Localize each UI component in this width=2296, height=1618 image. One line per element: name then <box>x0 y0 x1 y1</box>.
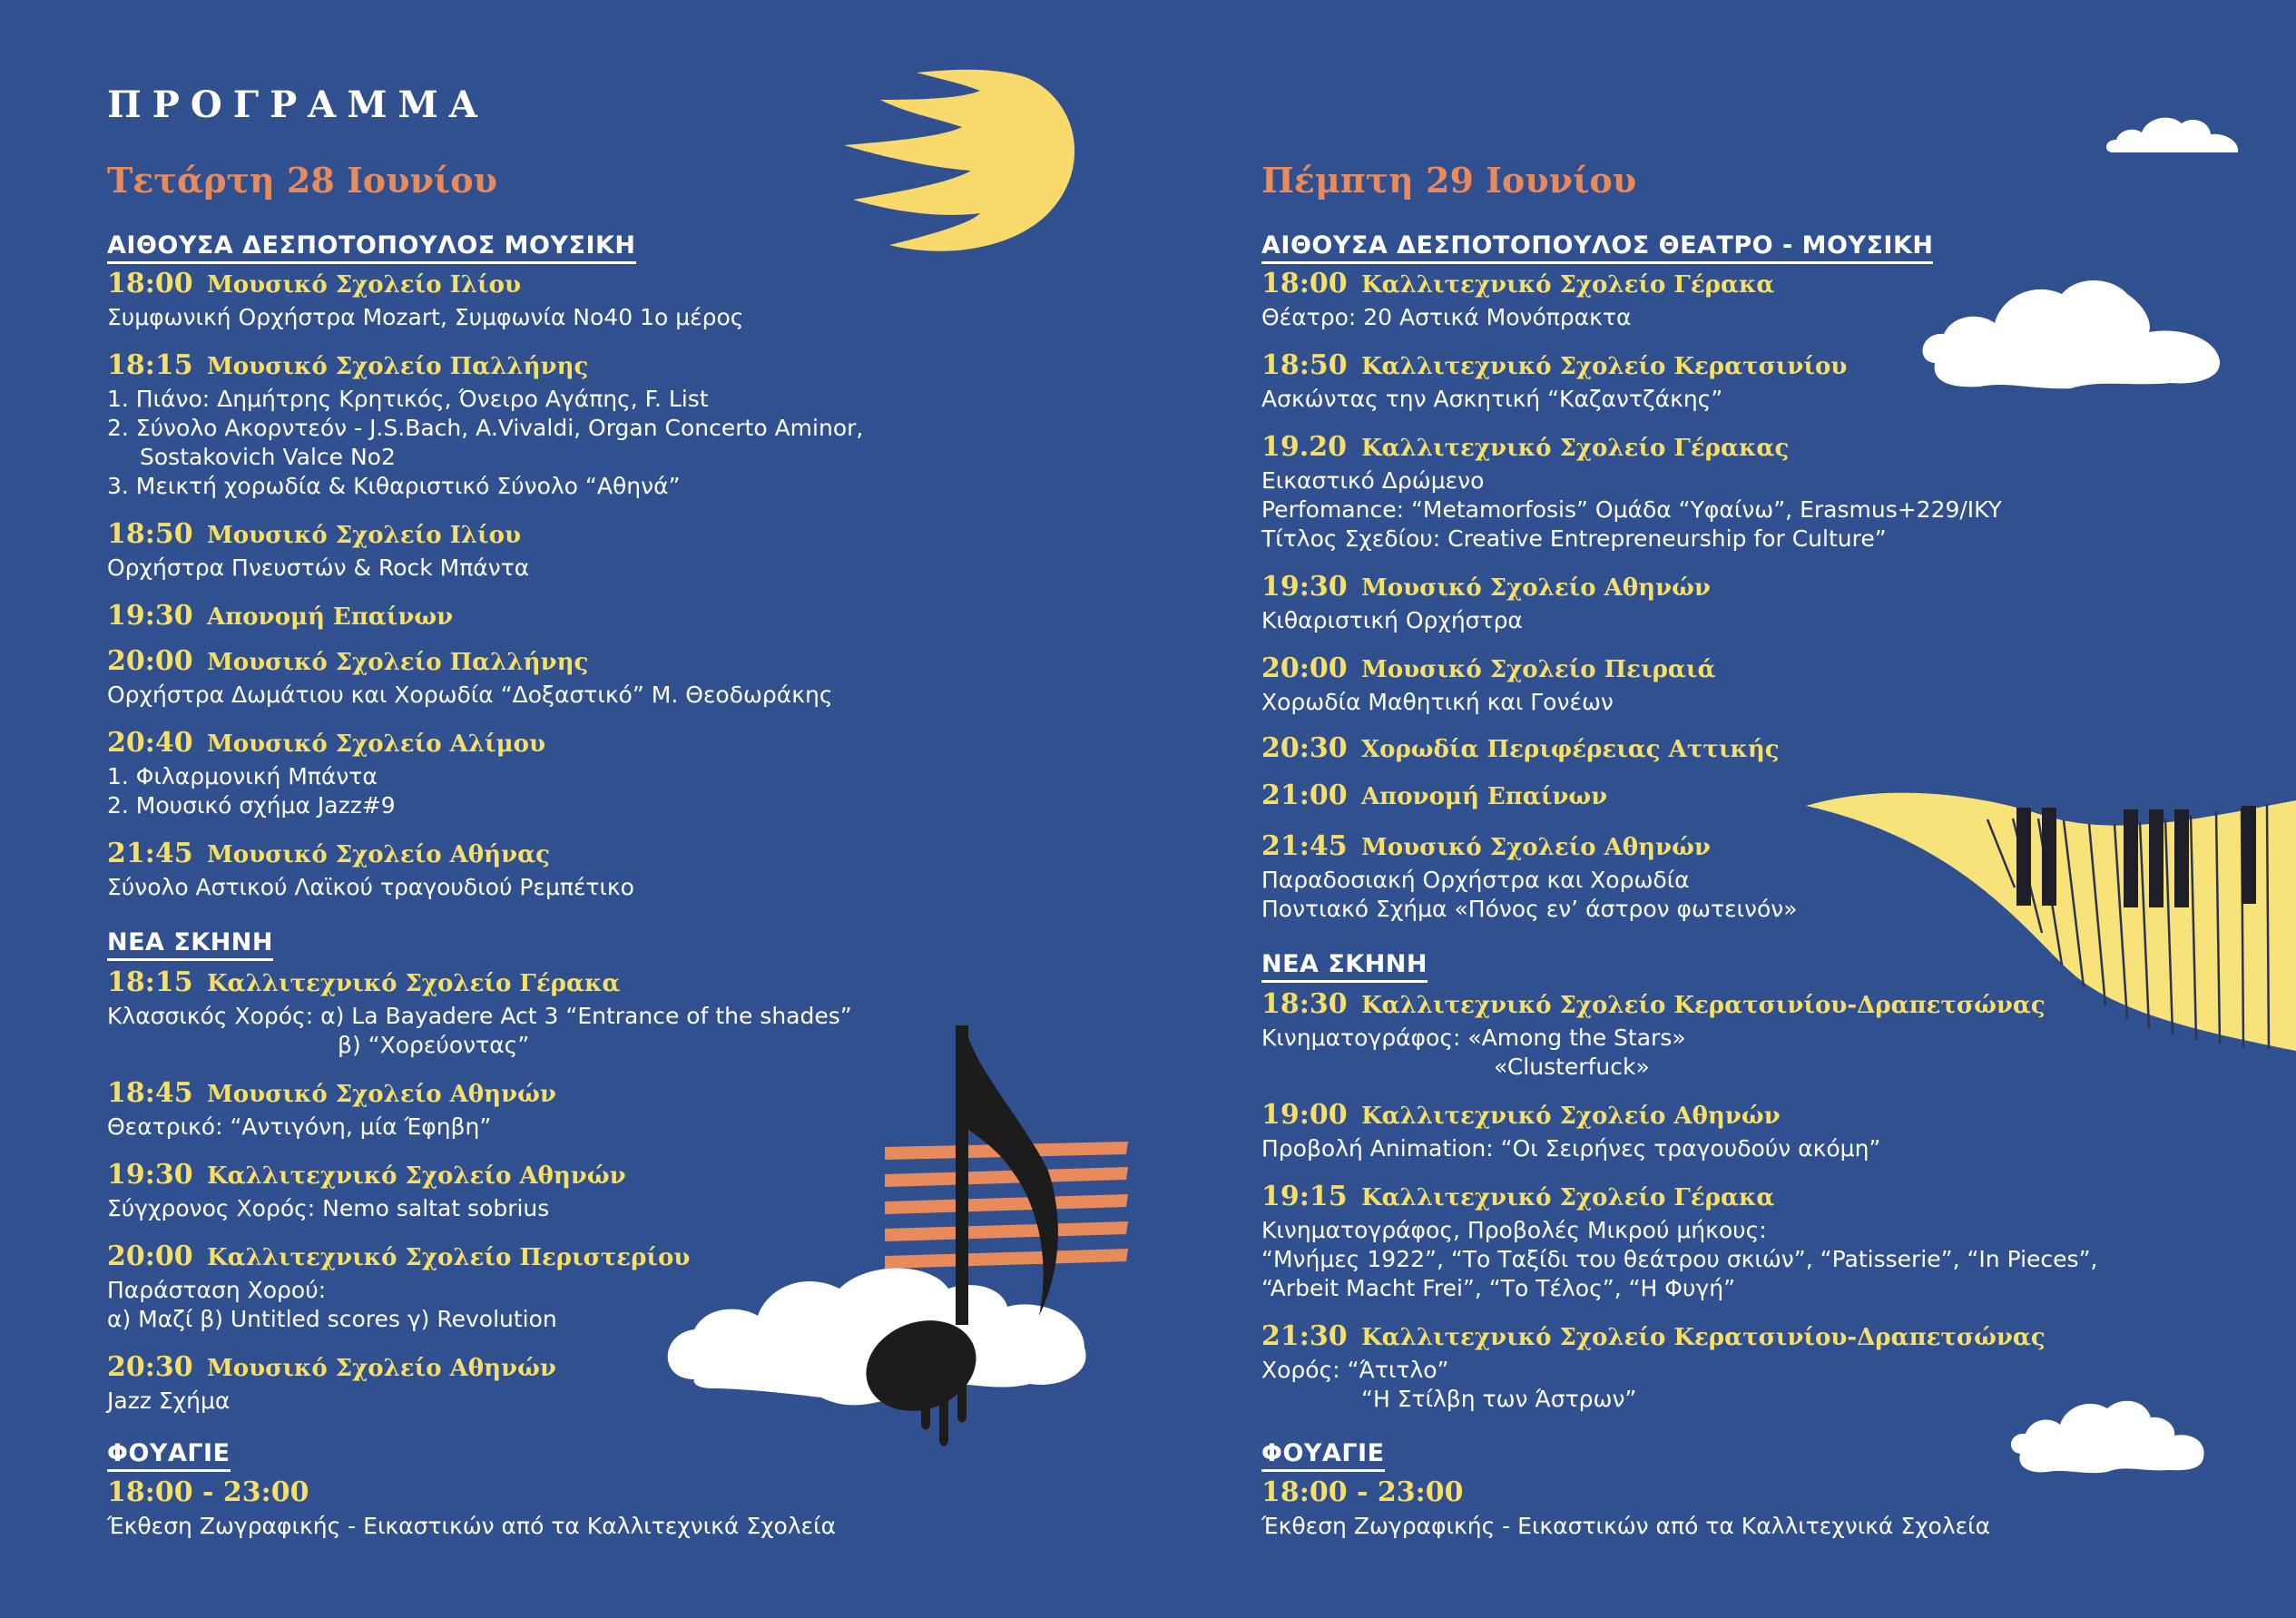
entry-line: 1. Φιλαρμονική Μπάντα <box>107 763 378 789</box>
entry-line: Ορχήστρα Δωμάτιου και Χορωδία “Δοξαστικό” Μ. Θεοδωράκης <box>107 682 833 708</box>
program-entry <box>107 1078 556 1142</box>
entry-time: 18:50 <box>1261 349 1348 381</box>
entry-time: 18:15 <box>107 349 193 381</box>
entry-name: Χορωδία Περιφέρειας Αττικής <box>1361 736 1780 763</box>
entry-line: Σύνολο Αστικού Λαϊκού τραγουδιού Ρεμπέτικο <box>107 874 634 900</box>
entry-name: Καλλιτεχνικό Σχολείο Κερατσινίου <box>1361 353 1848 380</box>
page-title: ΠΡΟΓΡΑΜΜΑ <box>107 83 488 126</box>
entry-name: Καλλιτεχνικό Σχολείο Αθηνών <box>1361 1103 1781 1130</box>
entry-name: Καλλιτεχνικό Σχολείο Κερατσινίου-Δραπετσώνας <box>1361 1324 2046 1351</box>
entry-name: Μουσικό Σχολείο Πειραιά <box>1361 656 1716 683</box>
entry-line: Κλασσικός Χορός: α) La Bayadere Act 3 “Entrance of the shades” <box>107 1003 852 1029</box>
section-title: ΑΙΘΟΥΣΑ ΔΕΣΠΟΤΟΠΟΥΛΟΣ ΜΟΥΣΙΚΗ <box>107 231 636 264</box>
entry-time: 19:30 <box>107 600 193 632</box>
program-entry <box>1261 733 1780 768</box>
entry-line: Perfomance: “Metamorfosis” Ομάδα “Υφαίνω”, Erasmus+229/IKY <box>1261 496 2002 523</box>
entry-time: 18:45 <box>107 1077 193 1109</box>
entry-line: Jazz Σχήμα <box>107 1388 231 1414</box>
entry-line: Κιθαριστική Ορχήστρα <box>1261 607 1523 633</box>
section-title: ΝΕΑ ΣΚΗΝΗ <box>1261 950 1428 983</box>
music-note-illustration <box>658 1016 1139 1470</box>
entry-line: Θεατρικό: “Αντιγόνη, μία Έφηβη” <box>107 1113 492 1140</box>
entry-line: Παράσταση Χορού: <box>107 1277 327 1303</box>
program-entry <box>1261 653 1715 717</box>
entry-line: Προβολή Animation: “Οι Σειρήνες τραγουδούν ακόμη” <box>1261 1135 1881 1162</box>
day-title: Πέμπτη 29 Ιουνίου <box>1261 160 1637 201</box>
section-title: ΝΕΑ ΣΚΗΝΗ <box>107 928 273 961</box>
entry-line: Θέατρο: 20 Αστικά Μονόπρακτα <box>1261 304 1632 330</box>
entry-time: 19:00 <box>1261 1099 1348 1131</box>
entry-name: Καλλιτεχνικό Σχολείο Γέρακα <box>1361 1184 1775 1211</box>
entry-line: Τίτλος Σχεδίου: Creative Entrepreneurship for Culture” <box>1261 525 1887 552</box>
entry-line: Ασκώντας την Ασκητική “Καζαντζάκης” <box>1261 386 1723 412</box>
section-title: ΦΟΥΑΓΙΕ <box>1261 1439 1385 1472</box>
entry-line: Έκθεση Ζωγραφικής - Εικαστικών από τα Καλλιτεχνικά Σχολεία <box>107 1513 837 1539</box>
entry-time: 21:00 <box>1261 780 1348 811</box>
entry-time: 20:30 <box>107 1351 193 1383</box>
entry-time: 20:30 <box>1261 732 1348 764</box>
entry-time: 18:00 - 23:00 <box>1261 1476 1464 1508</box>
entry-time: 20:00 <box>107 1240 193 1272</box>
program-entry <box>1261 1182 2097 1303</box>
program-entry <box>107 967 852 1060</box>
entry-time: 18:00 - 23:00 <box>107 1476 309 1508</box>
cloud-illustration <box>2104 109 2242 172</box>
entry-name: Απονομή Επαίνων <box>1361 783 1608 810</box>
entry-name: Μουσικό Σχολείο Παλλήνης <box>207 649 589 676</box>
program-entry <box>107 838 634 902</box>
program-entry <box>107 646 833 710</box>
entry-line: «Clusterfuck» <box>1494 1054 1650 1080</box>
cloud-illustration <box>1917 272 2223 408</box>
entry-time: 19:15 <box>1261 1181 1348 1212</box>
entry-line: Κινηματογράφος: «Among the Stars» <box>1261 1025 1686 1051</box>
entry-line: Ορχήστρα Πνευστών & Rock Μπάντα <box>107 554 530 581</box>
entry-line: 2. Σύνολο Ακορντεόν - J.S.Bach, A.Vivaldi, Organ Concerto Aminor, <box>107 415 864 441</box>
entry-line: Κινηματογράφος, Προβολές Μικρού μήκους: <box>1261 1217 1767 1243</box>
entry-line: “Η Στίλβη των Άστρων” <box>1361 1386 1637 1412</box>
program-entry <box>1261 350 1847 414</box>
entry-name: Μουσικό Σχολείο Αθήνας <box>207 841 550 868</box>
entry-line: “Arbeit Macht Frei”, “Το Τέλος”, “Η Φυγή” <box>1261 1275 1736 1301</box>
program-entry <box>107 1241 690 1334</box>
entry-name: Καλλιτεχνικό Σχολείο Γέρακας <box>1361 435 1790 462</box>
entry-time: 20:40 <box>107 727 193 759</box>
program-entry <box>107 1352 556 1416</box>
entry-time: 20:00 <box>107 645 193 677</box>
section-title: ΦΟΥΑΓΙΕ <box>107 1439 231 1472</box>
entry-time: 18:00 <box>1261 268 1348 299</box>
entry-name: Μουσικό Σχολείο Παλλήνης <box>207 353 589 380</box>
entry-line: Χορός: “Άτιτλο” <box>1261 1357 1449 1383</box>
day-title: Τετάρτη 28 Ιουνίου <box>107 160 497 201</box>
entry-line: Παραδοσιακή Ορχήστρα και Χορωδία <box>1261 867 1690 893</box>
program-entry <box>1261 780 1607 815</box>
entry-time: 19:30 <box>1261 571 1348 603</box>
entry-line: Σύγχρονος Χορός: Nemo saltat sobrius <box>107 1195 550 1221</box>
entry-time: 18:15 <box>107 966 193 998</box>
entry-time: 18:00 <box>107 268 193 299</box>
entry-name: Καλλιτεχνικό Σχολείο Γέρακα <box>1361 271 1775 299</box>
entry-name: Καλλιτεχνικό Σχολείο Γέρακα <box>207 970 621 997</box>
entry-name: Απονομή Επαίνων <box>207 603 454 631</box>
section-title: ΑΙΘΟΥΣΑ ΔΕΣΠΟΤΟΠΟΥΛΟΣ ΘΕΑΤΡΟ - ΜΟΥΣΙΚΗ <box>1261 231 1933 264</box>
program-entry <box>107 519 529 583</box>
entry-name: Μουσικό Σχολείο Ιλίου <box>207 522 521 549</box>
entry-time: 19:30 <box>107 1159 193 1191</box>
program-entry <box>107 601 453 635</box>
entry-name: Καλλιτεχνικό Σχολείο Αθηνών <box>207 1162 626 1190</box>
entry-name: Μουσικό Σχολείο Ιλίου <box>207 271 521 299</box>
entry-name: Μουσικό Σχολείο Αθηνών <box>207 1081 556 1108</box>
entry-time: 21:45 <box>1261 830 1348 862</box>
program-entry <box>107 1160 626 1223</box>
moon-illustration <box>835 64 1089 254</box>
program-entry <box>1261 432 2002 554</box>
entry-line: “Μνήμες 1922”, “Το Ταξίδι του θεάτρου σκιών”, “Patisserie”, “In Pieces”, <box>1261 1246 2098 1272</box>
program-entry <box>1261 572 1711 635</box>
entry-name: Καλλιτεχνικό Σχολείο Περιστερίου <box>207 1244 691 1271</box>
program-entry <box>1261 1477 1990 1541</box>
entry-name: Καλλιτεχνικό Σχολείο Κερατσινίου-Δραπετσώνας <box>1361 992 2046 1019</box>
entry-line: Ποντιακό Σχήμα «Πόνος εν’ άστρον φωτεινόν» <box>1261 896 1798 922</box>
entry-line: Συμφωνική Ορχήστρα Mozart, Συμφωνία No40 1ο μέρος <box>107 304 744 330</box>
entry-line: Sostakovich Valce No2 <box>140 444 396 470</box>
program-entry <box>107 350 863 501</box>
entry-line: 2. Μουσικό σχήμα Jazz#9 <box>107 792 396 819</box>
program-entry <box>1261 831 1798 924</box>
entry-time: 21:30 <box>1261 1320 1348 1352</box>
entry-time: 18:30 <box>1261 988 1348 1020</box>
entry-line: 3. Μεικτή χορωδία & Κιθαριστικό Σύνολο “Αθηνά” <box>107 473 681 499</box>
entry-time: 21:45 <box>107 838 193 869</box>
entry-name: Μουσικό Σχολείο Αλίμου <box>207 731 546 758</box>
entry-line: Εικαστικό Δρώμενο <box>1261 467 1485 494</box>
entry-time: 19.20 <box>1261 431 1347 463</box>
entry-name: Μουσικό Σχολείο Αθηνών <box>207 1355 556 1382</box>
entry-name: Μουσικό Σχολείο Αθηνών <box>1361 574 1711 602</box>
entry-line: 1. Πιάνο: Δημήτρης Κρητικός, Όνειρο Αγάπης, F. List <box>107 386 709 412</box>
entry-name: Μουσικό Σχολείο Αθηνών <box>1361 834 1711 861</box>
program-entry <box>107 269 743 332</box>
entry-line: α) Μαζί β) Untitled scores γ) Revolution <box>107 1306 557 1332</box>
entry-line: Έκθεση Ζωγραφικής - Εικαστικών από τα Καλλιτεχνικά Σχολεία <box>1261 1513 1991 1539</box>
entry-time: 20:00 <box>1261 652 1348 684</box>
program-entry <box>107 1477 836 1541</box>
program-entry <box>1261 989 2046 1082</box>
program-entry <box>1261 1321 2046 1414</box>
entry-line: β) “Χορεύοντας” <box>338 1032 530 1058</box>
program-entry <box>1261 269 1774 332</box>
entry-time: 18:50 <box>107 518 193 550</box>
program-entry <box>107 728 545 820</box>
program-entry <box>1261 1100 1880 1163</box>
entry-line: Χορωδία Μαθητική και Γονέων <box>1261 689 1614 715</box>
